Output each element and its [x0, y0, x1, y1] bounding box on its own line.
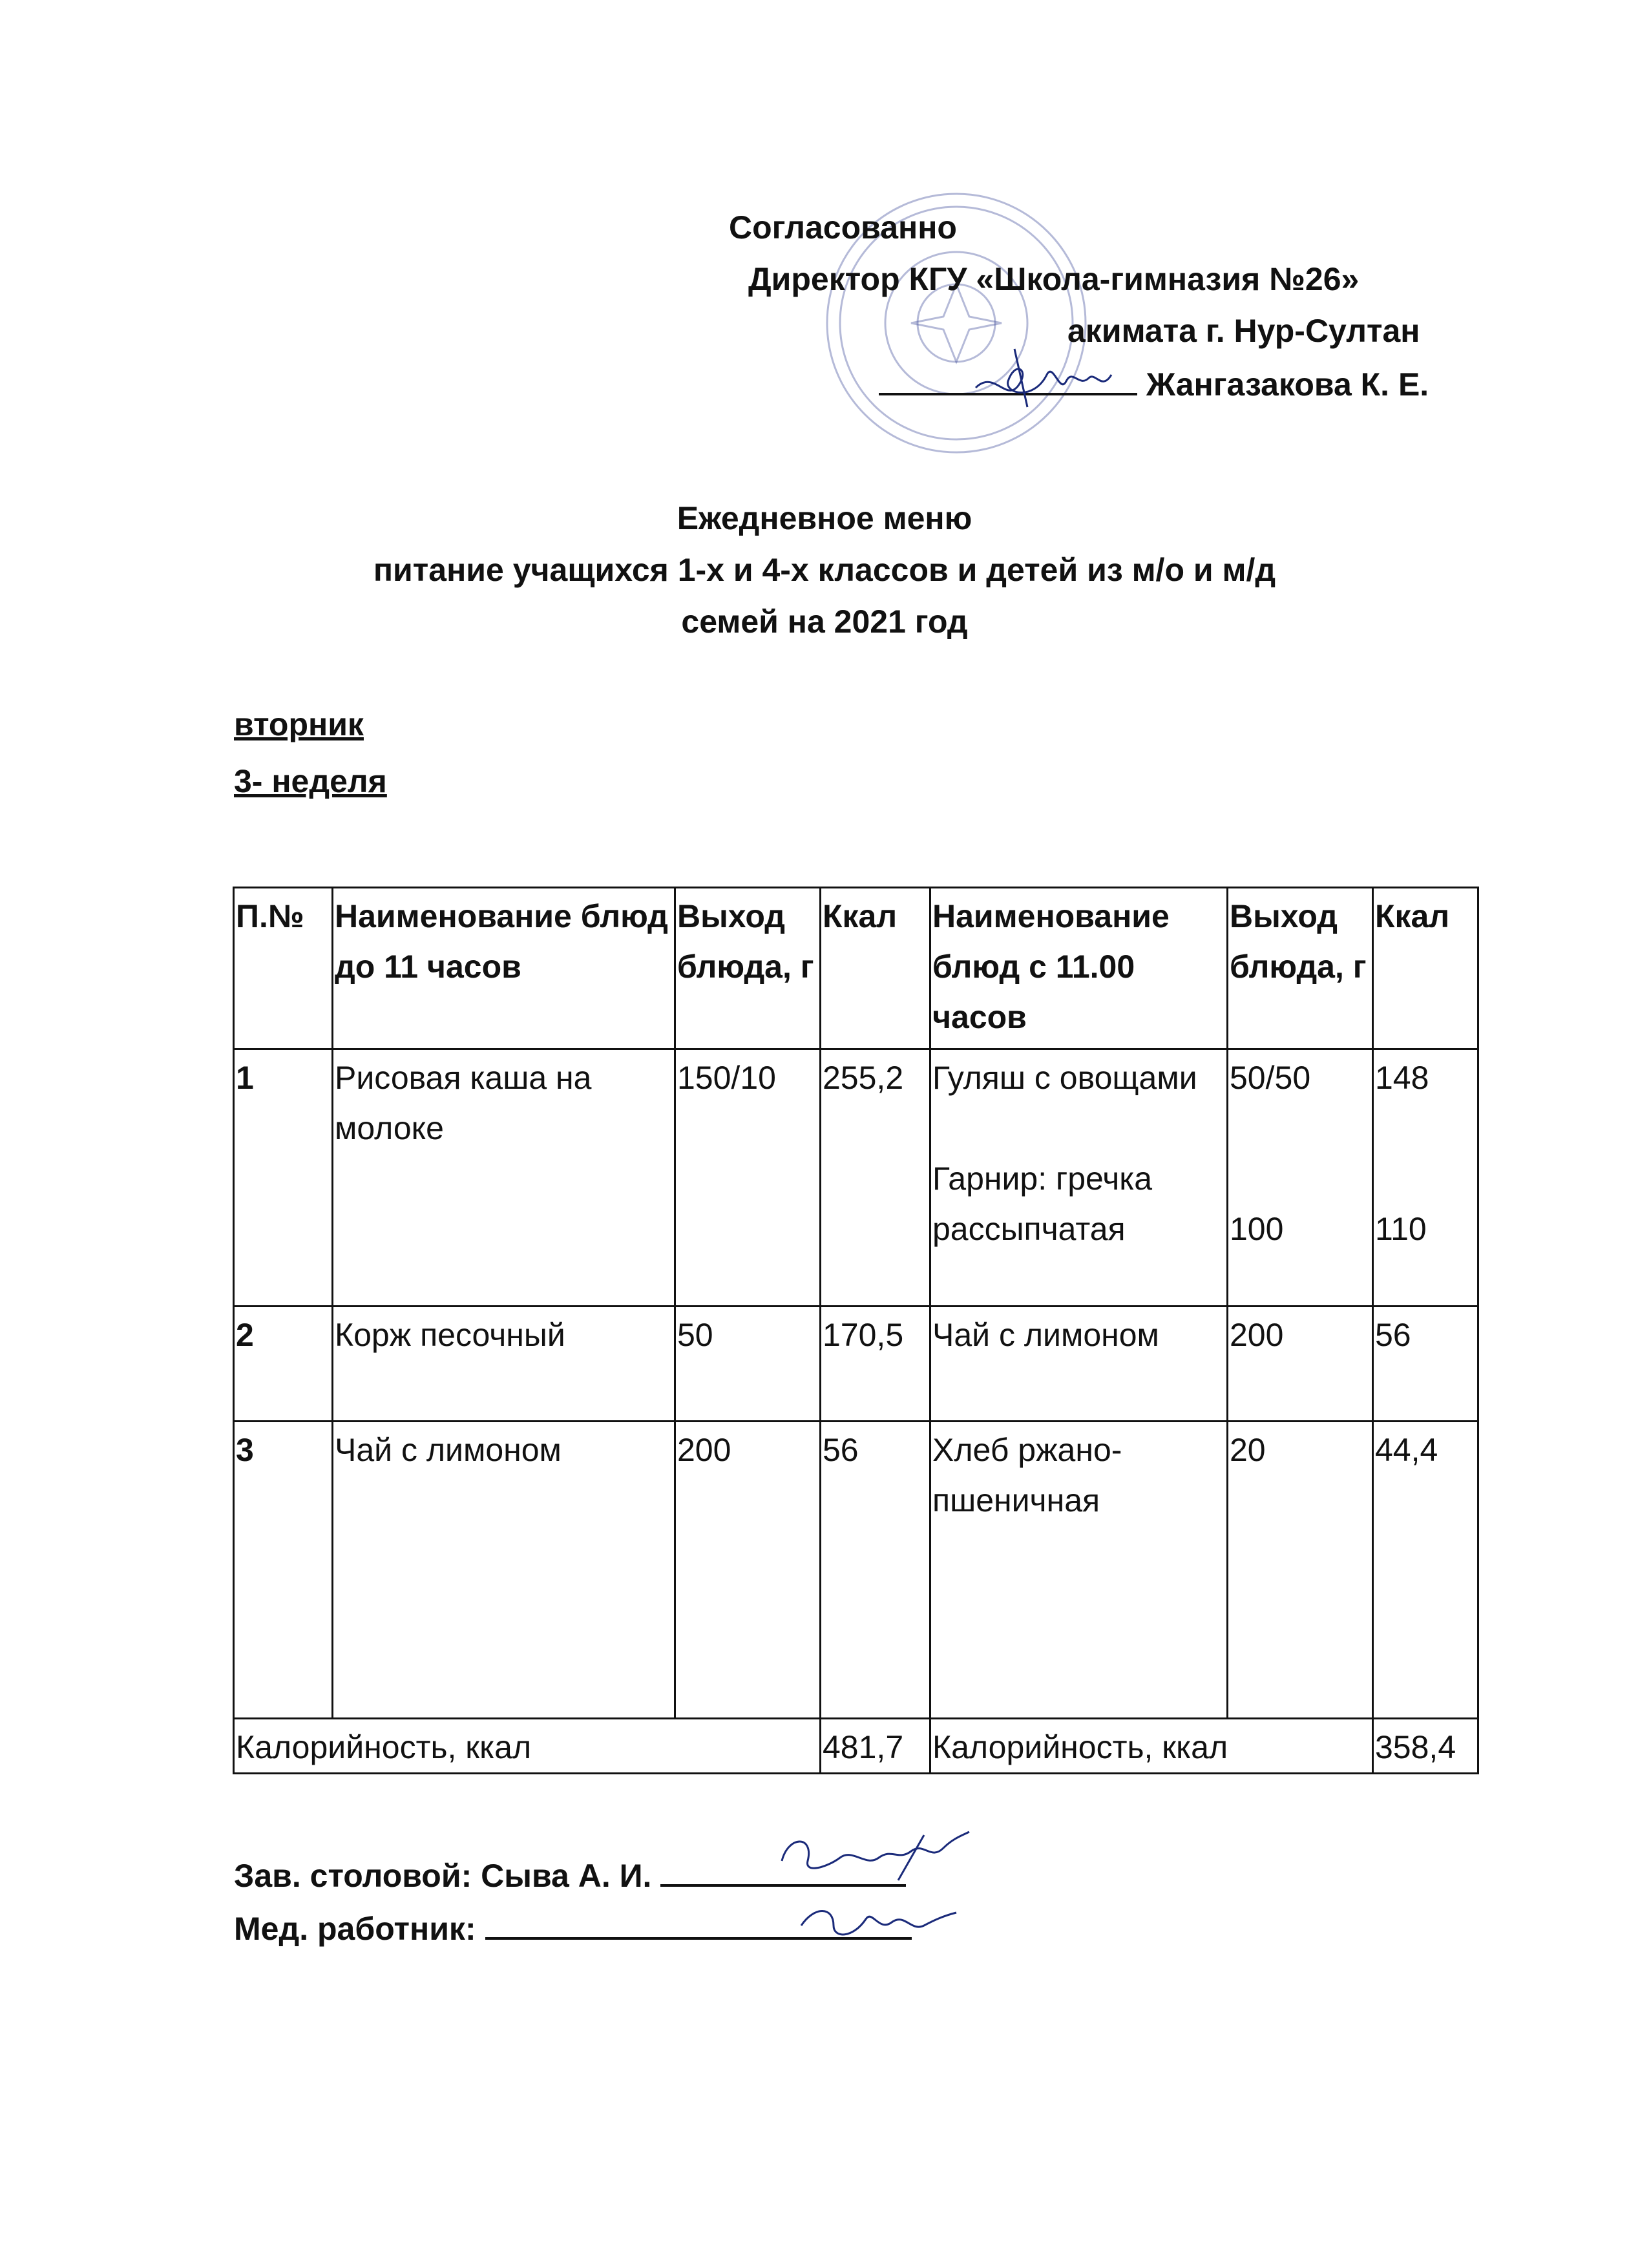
header-portion-2: Выход блюда, г [1228, 888, 1373, 1049]
side-dish-portion: 100 [1230, 1211, 1284, 1247]
header-portion-1: Выход блюда, г [675, 888, 821, 1049]
kcal-before-11: 255,2 [821, 1049, 930, 1307]
table-row [234, 1422, 1478, 1719]
portion-before-11: 200 [675, 1422, 821, 1719]
menu-table [233, 887, 1479, 1774]
table-total-row [234, 1719, 1478, 1774]
kcal-before-11: 170,5 [821, 1307, 930, 1422]
total-label-after-11: Калорийность, ккал [930, 1719, 1373, 1774]
document-subtitle-year: семей на 2021 год [681, 604, 968, 640]
approval-akimat-line: акимата г. Нур-Султан [1067, 313, 1420, 349]
approval-director-line: Директор КГУ «Школа-гимназия №26» [748, 261, 1360, 297]
kcal-after-11: 44,4 [1373, 1422, 1478, 1719]
table-row [234, 1049, 1478, 1307]
total-kcal-after-11: 358,4 [1373, 1719, 1478, 1774]
document-title: Ежедневное меню [677, 500, 972, 536]
dish-before-11: Корж песочный [333, 1307, 675, 1422]
kcal-before-11: 56 [821, 1422, 930, 1719]
total-label-before-11: Калорийность, ккал [234, 1719, 821, 1774]
row-number: 3 [234, 1422, 333, 1719]
document-subtitle: питание учащихся 1-х и 4-х классов и детей из м/о и м/д [373, 552, 1276, 588]
header-kcal-1: Ккал [821, 888, 930, 1049]
dish-before-11: Рисовая каша на молоке [333, 1049, 675, 1307]
kcal-after-11-cell [1373, 1049, 1478, 1307]
portion-after-11: 20 [1228, 1422, 1373, 1719]
dish-after-11: Гуляш с овощами [932, 1060, 1197, 1096]
table-header-row [234, 888, 1478, 1049]
portion-after-11-cell [1228, 1049, 1373, 1307]
kcal-after-11: 148 [1375, 1060, 1429, 1096]
portion-after-11: 50/50 [1230, 1060, 1311, 1096]
weekday-label: вторник [234, 706, 364, 742]
medic-signature [795, 1887, 963, 1951]
canteen-head-label: Зав. столовой: Сыва А. И. [234, 1858, 652, 1894]
side-dish-kcal: 110 [1375, 1211, 1427, 1247]
row-number: 1 [234, 1049, 333, 1307]
header-dish-after-11: Наименование блюд с 11.00 часов [930, 888, 1228, 1049]
header-number: П.№ [234, 888, 333, 1049]
portion-before-11: 50 [675, 1307, 821, 1422]
header-dish-before-11: Наименование блюд до 11 часов [333, 888, 675, 1049]
week-label: 3- неделя [234, 763, 387, 799]
dish-after-11: Хлеб ржано-пшеничная [930, 1422, 1228, 1719]
canteen-head-signature [769, 1822, 976, 1893]
table-row [234, 1307, 1478, 1422]
approval-heading: Согласованно [729, 209, 957, 246]
kcal-after-11: 56 [1373, 1307, 1478, 1422]
director-signature [969, 342, 1124, 414]
dish-after-11: Чай с лимоном [930, 1307, 1228, 1422]
side-dish-after-11: Гарнир: гречка рассыпчатая [932, 1160, 1153, 1247]
dish-before-11: Чай с лимоном [333, 1422, 675, 1719]
medic-label: Мед. работник: [234, 1911, 476, 1947]
portion-before-11: 150/10 [675, 1049, 821, 1307]
approval-signature-line [879, 363, 1429, 404]
portion-after-11: 200 [1228, 1307, 1373, 1422]
approval-director-name: Жангазакова К. Е. [1146, 366, 1429, 403]
dish-after-11-cell [930, 1049, 1228, 1307]
row-number: 2 [234, 1307, 333, 1422]
header-kcal-2: Ккал [1373, 888, 1478, 1049]
total-kcal-before-11: 481,7 [821, 1719, 930, 1774]
